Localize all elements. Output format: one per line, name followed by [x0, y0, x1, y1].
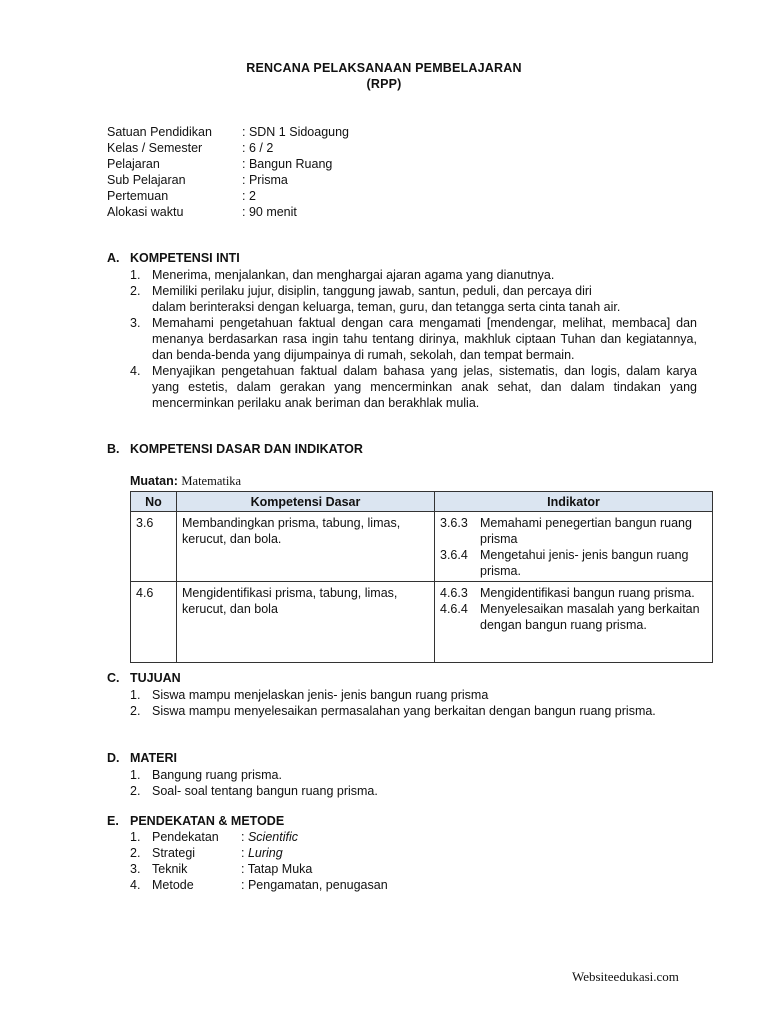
item-number: 3. — [130, 862, 141, 876]
item-label: Metode — [152, 878, 194, 892]
list-item — [130, 267, 697, 283]
table-header-indikator: Indikator — [435, 492, 713, 512]
section-letter: C. — [107, 671, 120, 685]
value-colon: : — [241, 862, 248, 876]
info-label: Pertemuan — [107, 189, 169, 203]
info-row — [107, 172, 349, 188]
info-label: Alokasi waktu — [107, 205, 184, 219]
table-header-no: No — [131, 492, 177, 512]
section-e-heading — [107, 814, 284, 828]
list-item — [130, 283, 697, 315]
table-row — [131, 582, 713, 663]
section-title: KOMPETENSI DASAR DAN INDIKATOR — [130, 442, 363, 456]
cell-kd: Membandingkan prisma, tabung, limas, kerucut, dan bola. — [177, 512, 435, 582]
value-colon: : — [241, 846, 248, 860]
list-item — [130, 315, 697, 363]
section-a-heading — [107, 251, 240, 265]
info-value: : Bangun Ruang — [242, 157, 333, 171]
indicator-item — [440, 601, 707, 633]
section-letter: A. — [107, 251, 120, 265]
section-title: MATERI — [130, 751, 177, 765]
section-title: PENDEKATAN & METODE — [130, 814, 285, 828]
item-number: 2. — [130, 784, 141, 798]
indicator-text: Mengetahui jenis- jenis bangun ruang prisma. — [480, 548, 689, 578]
item-number: 3. — [130, 316, 141, 330]
item-text: Menyajikan pengetahuan faktual dalam bahasa yang jelas, sistematis, dan logis, dalam karya yang estetis, dalam gerakan yang mencerminkan anak sehat, dan dalam tindakan yang mencerminkan perilaku anak beriman dan berakhlak mulia. — [152, 364, 697, 410]
cell-no: 4.6 — [131, 582, 177, 663]
info-row — [107, 188, 349, 204]
indicator-item — [440, 547, 707, 579]
list-item — [130, 703, 697, 719]
item-number: 1. — [130, 830, 141, 844]
table-header-kd: Kompetensi Dasar — [177, 492, 435, 512]
indicator-code: 3.6.3 — [440, 516, 468, 530]
footer-watermark: Websiteedukasi.com — [572, 969, 679, 984]
muatan-label: Muatan: — [130, 474, 178, 488]
section-letter: E. — [107, 814, 119, 828]
info-value: : 6 / 2 — [242, 141, 274, 155]
item-label: Strategi — [152, 846, 196, 860]
item-text: Siswa mampu menjelaskan jenis- jenis bangun ruang prisma — [152, 688, 489, 702]
indicator-item — [440, 585, 707, 601]
document-title: RENCANA PELAKSANAAN PEMBELAJARAN — [246, 61, 522, 75]
info-row — [107, 204, 349, 220]
item-text: Bangung ruang prisma. — [152, 768, 282, 782]
table-row — [131, 512, 713, 582]
section-letter: B. — [107, 442, 120, 456]
section-c-heading — [107, 671, 181, 685]
item-text-continued: dalam berinteraksi dengan keluarga, teman, guru, dan tetangga serta cinta tanah air. — [152, 300, 621, 314]
indicator-text: Mengidentifikasi bangun ruang prisma. — [480, 586, 695, 600]
materi-list — [130, 767, 697, 799]
cell-no: 3.6 — [131, 512, 177, 582]
item-text: Soal- soal tentang bangun ruang prisma. — [152, 784, 378, 798]
item-label: Teknik — [152, 862, 188, 876]
kompetensi-table — [130, 491, 713, 663]
section-title: TUJUAN — [130, 671, 181, 685]
item-value-text: Scientific — [247, 830, 298, 844]
item-number: 4. — [130, 878, 141, 892]
indicator-code: 3.6.4 — [440, 548, 468, 562]
muatan-value: Matematika — [181, 474, 242, 488]
info-value: : 2 — [242, 189, 256, 203]
item-text: Memahami pengetahuan faktual dengan cara mengamati [mendengar, melihat, membaca] dan menanya berdasarkan rasa ingin tahu tentang dirinya, makhluk ciptaan Tuhan dan kegiatannya, dan benda-benda yang dijumpainya di rumah, sekolah, dan tempat bermain. — [152, 316, 697, 362]
kompetensi-inti-list — [130, 267, 697, 411]
item-number: 1. — [130, 268, 141, 282]
info-label: Kelas / Semester — [107, 141, 203, 155]
tujuan-list — [130, 687, 697, 719]
item-text: Menerima, menjalankan, dan menghargai ajaran agama yang dianutnya. — [152, 268, 555, 282]
cell-kd: Mengidentifikasi prisma, tabung, limas, kerucut, dan bola — [177, 582, 435, 663]
indicator-text: Menyelesaikan masalah yang berkaitan dengan bangun ruang prisma. — [480, 602, 700, 632]
item-value — [241, 877, 388, 893]
section-title: KOMPETENSI INTI — [130, 251, 240, 265]
cell-indikator — [435, 512, 713, 582]
info-row — [107, 156, 349, 172]
item-text: Siswa mampu menyelesaikan permasalahan yang berkaitan dengan bangun ruang prisma. — [152, 704, 656, 718]
list-item — [130, 767, 697, 783]
info-label: Sub Pelajaran — [107, 173, 186, 187]
indicator-code: 4.6.4 — [440, 602, 468, 616]
item-number: 2. — [130, 284, 141, 298]
indicator-item — [440, 515, 707, 547]
info-label: Pelajaran — [107, 157, 160, 171]
item-number: 2. — [130, 846, 141, 860]
muatan-line — [130, 474, 241, 489]
document-subtitle: (RPP) — [366, 77, 402, 91]
list-item — [130, 687, 697, 703]
info-block — [107, 124, 349, 220]
info-row — [107, 124, 349, 140]
item-number: 1. — [130, 688, 141, 702]
item-number: 4. — [130, 364, 141, 378]
info-row — [107, 140, 349, 156]
list-item — [130, 783, 697, 799]
item-value — [241, 845, 283, 861]
section-letter: D. — [107, 751, 120, 765]
table-header-row — [131, 492, 713, 512]
info-value: : Prisma — [242, 173, 288, 187]
section-d-heading — [107, 751, 177, 765]
item-value-text: Luring — [247, 846, 283, 860]
item-text: Memiliki perilaku jujur, disiplin, tanggung jawab, santun, peduli, dan percaya diri — [152, 284, 592, 298]
info-value: : 90 menit — [242, 205, 297, 219]
item-label: Pendekatan — [152, 830, 219, 844]
cell-indikator — [435, 582, 713, 663]
section-b-heading — [107, 442, 363, 456]
info-label: Satuan Pendidikan — [107, 125, 212, 139]
item-number: 2. — [130, 704, 141, 718]
item-number: 1. — [130, 768, 141, 782]
item-value-text: Pengamatan, penugasan — [247, 878, 388, 892]
item-value-text: Tatap Muka — [247, 862, 313, 876]
value-colon: : — [241, 878, 248, 892]
info-value: : SDN 1 Sidoagung — [242, 125, 350, 139]
item-value — [241, 829, 298, 845]
indicator-text: Memahami penegertian bangun ruang prisma — [480, 516, 692, 546]
list-item — [130, 363, 697, 411]
value-colon: : — [241, 830, 248, 844]
item-value — [241, 861, 312, 877]
indicator-code: 4.6.3 — [440, 586, 468, 600]
